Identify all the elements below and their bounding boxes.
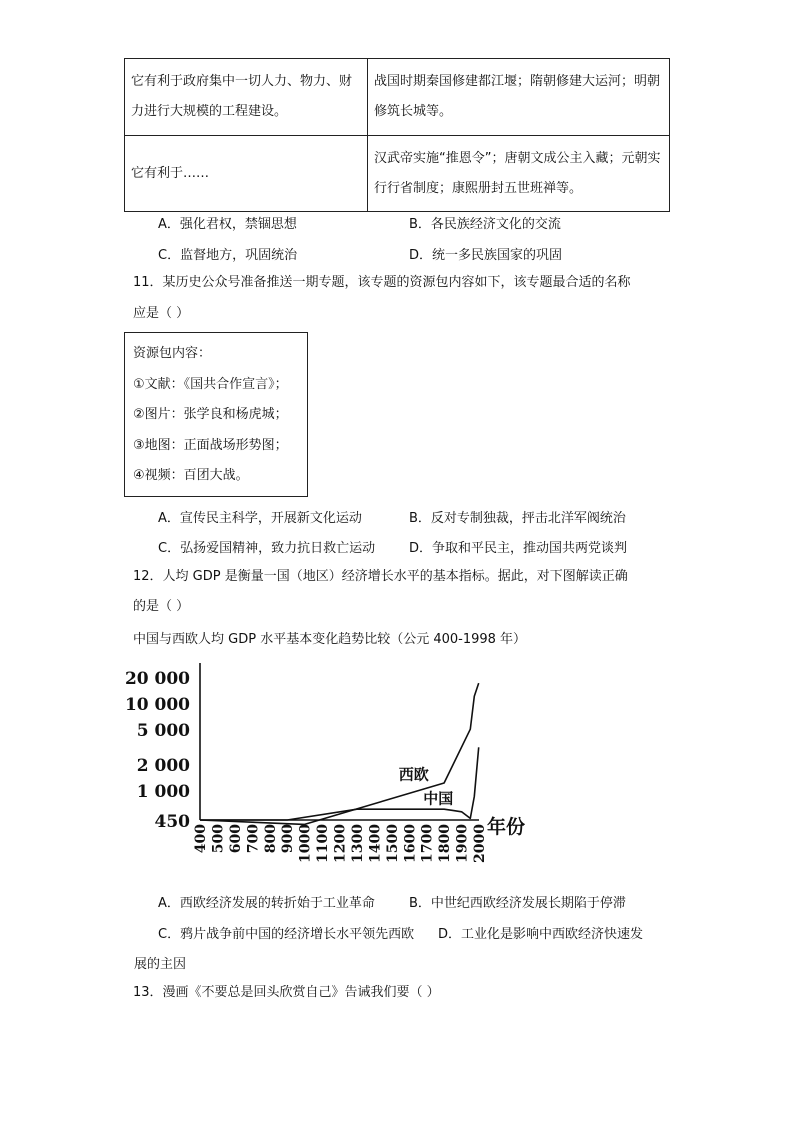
q10-option-b[interactable]: B．各民族经济文化的交流 [409,217,561,232]
x-tick-label: 1200 [332,824,349,863]
x-tick-label: 1300 [349,824,366,863]
q11-stem-line1: 11．某历史公众号准备推送一期专题，该专题的资源包内容如下，该专题最合适的名称 [133,275,631,290]
q10-option-c[interactable]: C．监督地方，巩固统治 [158,248,298,263]
resource-item: ③地图：正面战场形势图； [133,437,288,453]
series-label: 中国 [423,789,454,808]
y-tick-label: 10 000 [124,695,190,716]
q11-option-b[interactable]: B．反对专制独裁，抨击北洋军阀统治 [409,511,626,526]
q12-option-d-continued: 展的主因 [134,957,187,972]
q12-option-c[interactable]: C．鸦片战争前中国的经济增长水平领先西欧 [158,927,415,942]
x-tick-label: 900 [280,824,297,854]
series-line-china [200,747,479,820]
x-tick-label: 600 [227,824,244,854]
chart-caption: 中国与西欧人均 GDP 水平基本变化趋势比较（公元 400-1998 年） [133,632,527,647]
x-axis-label: 年份 [487,816,526,838]
y-tick-label: 20 000 [124,669,190,689]
x-tick-label: 1600 [402,824,419,863]
series-label: 西欧 [398,765,429,784]
x-tick-label: 2000 [472,824,488,863]
x-tick-label: 1900 [454,824,471,863]
table-cell: 它有利于…… [125,136,368,212]
q12-stem-line2: 的是（ ） [133,599,190,614]
resource-pack-box [124,332,308,497]
q11-option-d[interactable]: D．争取和平民主，推动国共两党谈判 [409,541,628,556]
resource-item: ①文献：《国共合作宣言》； [133,376,288,392]
q11-option-c[interactable]: C．弘扬爱国精神，致力抗日救亡运动 [158,541,376,556]
q13-stem: 13．漫画《不要总是回头欣赏自己》告诫我们要（ ） [133,985,440,1000]
x-tick-label: 1400 [367,824,384,863]
table-cell: 战国时期秦国修建都江堰；隋朝修建大运河；明朝修筑长城等。 [368,59,670,136]
x-tick-label: 1500 [384,824,401,863]
table-cell: 它有利于政府集中一切人力、物力、财力进行大规模的工程建设。 [125,59,368,136]
q12-option-b[interactable]: B．中世纪西欧经济发展长期陷于停滞 [409,896,626,911]
q10-option-d[interactable]: D．统一多民族国家的巩固 [409,248,563,263]
q12-option-d[interactable]: D．工业化是影响中西欧经济快速发 [438,927,644,942]
q10-option-a[interactable]: A．强化君权，禁锢思想 [158,217,297,232]
x-tick-label: 1100 [315,824,332,863]
table-row [125,59,670,136]
resource-pack-title: 资源包内容： [133,346,212,361]
x-tick-label: 1000 [297,824,314,863]
table-row [125,136,670,212]
x-tick-label: 500 [210,824,227,854]
x-tick-label: 400 [193,824,209,854]
y-tick-label: 5 000 [136,721,190,742]
x-tick-label: 1800 [437,824,454,863]
resource-item: ④视频：百团大战。 [133,468,249,483]
y-tick-label: 450 [154,812,190,832]
resource-item: ②图片：张学良和杨虎城； [133,407,288,422]
gdp-line-chart [124,655,544,875]
x-tick-label: 700 [245,824,262,854]
y-tick-label: 1 000 [136,781,190,802]
x-tick-label: 800 [262,824,279,854]
q11-stem-line2: 应是（ ） [133,306,190,321]
y-tick-label: 2 000 [136,755,190,776]
q12-option-a[interactable]: A．西欧经济发展的转折始于工业革命 [158,896,375,911]
table-cell: 汉武帝实施“推恩令”；唐朝文成公主入藏；元朝实行行省制度；康熙册封五世班禅等。 [368,136,670,212]
x-tick-label: 1700 [419,824,436,863]
q11-option-a[interactable]: A．宣传民主科学，开展新文化运动 [158,511,362,526]
comparison-table [124,58,670,212]
q12-stem-line1: 12．人均 GDP 是衡量一国（地区）经济增长水平的基本指标。据此，对下图解读正确 [133,569,628,584]
